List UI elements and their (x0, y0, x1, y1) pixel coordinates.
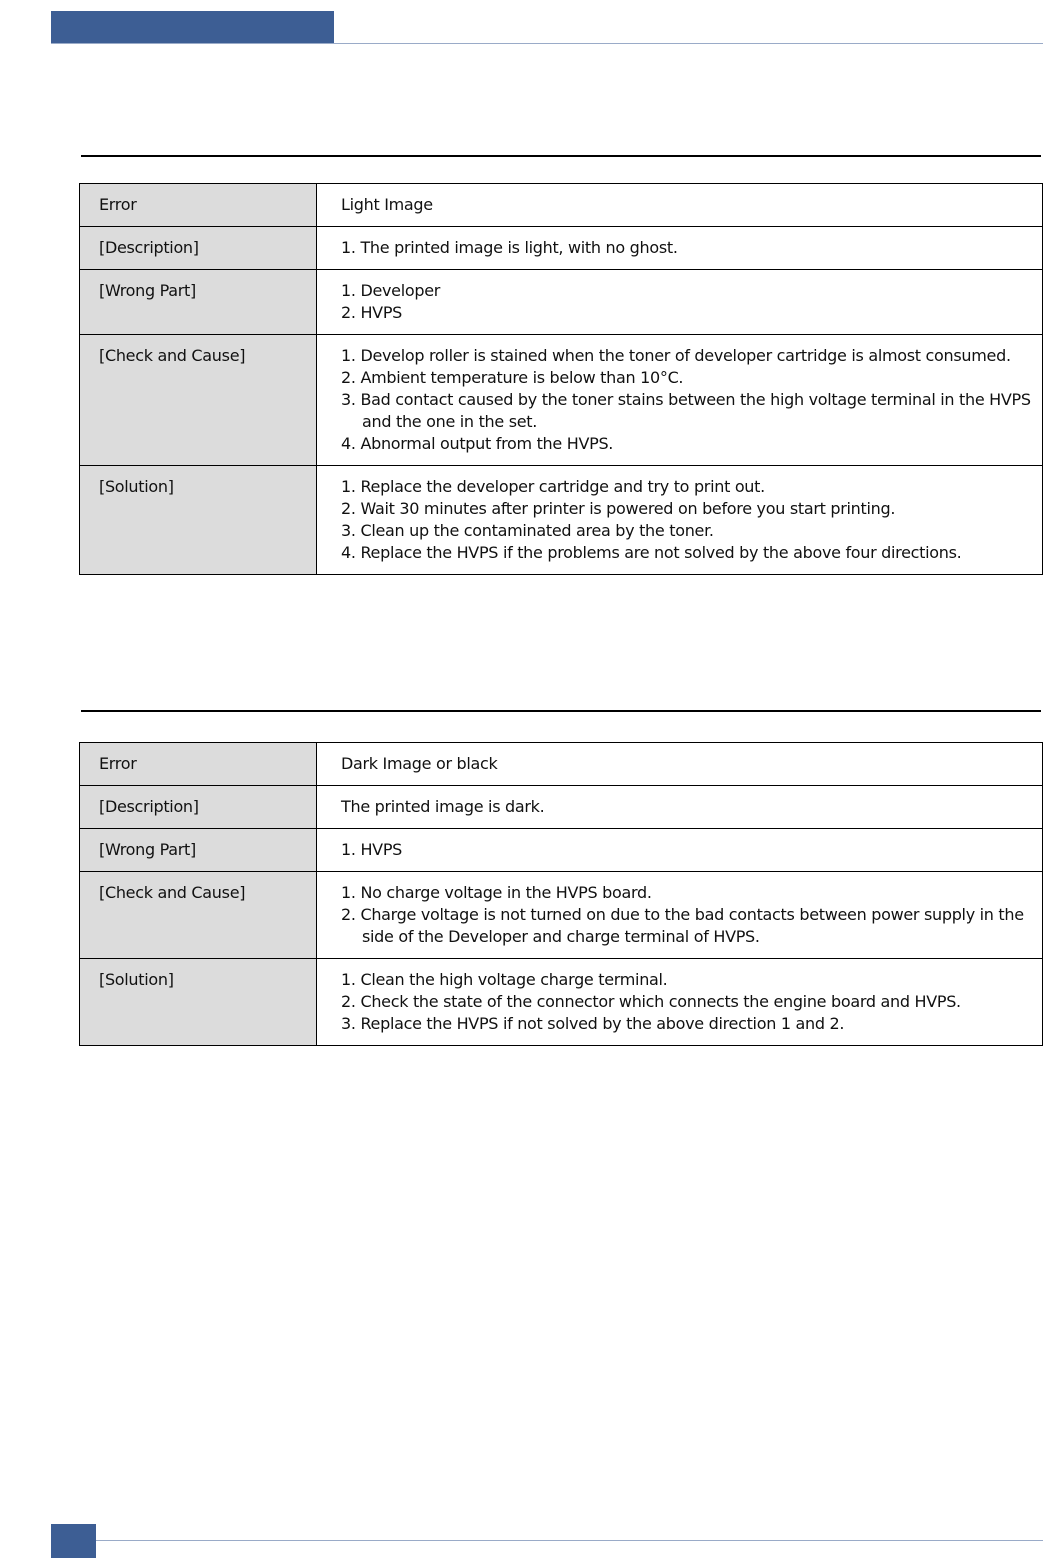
list-item: 1. Developer (341, 281, 441, 300)
list-item: 2. Wait 30 minutes after printer is powered on before you start printing. (341, 499, 896, 518)
list-item: 3. Bad contact caused by the toner stains between the high voltage terminal in the HVPS and the one in the set. (341, 390, 1031, 431)
list-item: 1. Clean the high voltage charge terminal. (341, 970, 668, 989)
row-label: [Description] (80, 227, 317, 270)
wrong-part-list (341, 280, 1032, 324)
table-row (80, 335, 1043, 466)
list-item: 3. Clean up the contaminated area by the toner. (341, 521, 714, 540)
list-item: 4. Abnormal output from the HVPS. (341, 434, 614, 453)
row-label: [Description] (80, 786, 317, 829)
list-item: 1. Develop roller is stained when the toner of developer cartridge is almost consumed. (341, 346, 1011, 365)
list-item: 1. HVPS (341, 840, 403, 859)
list-item: 2. Charge voltage is not turned on due to the bad contacts between power supply in the side of the Developer and charge terminal of HVPS. (341, 905, 1024, 946)
header-tab (51, 11, 334, 44)
footer-tab (51, 1524, 96, 1558)
row-label: [Solution] (80, 466, 317, 575)
footer-rule (51, 1540, 1043, 1541)
table-row (80, 184, 1043, 227)
list-item: 1. The printed image is light, with no ghost. (341, 238, 678, 257)
list-item: 1. Replace the developer cartridge and try to print out. (341, 477, 765, 496)
error-value: Light Image (317, 184, 1043, 227)
table-row (80, 872, 1043, 959)
list-item: 2. HVPS (341, 303, 403, 322)
header-rule (51, 43, 1043, 44)
error-value: Dark Image or black (317, 743, 1043, 786)
section1-rule (81, 155, 1041, 157)
list-item: 4. Replace the HVPS if the problems are not solved by the above four directions. (341, 543, 962, 562)
solution-list (341, 476, 1032, 564)
description-value: The printed image is dark. (317, 786, 1043, 829)
row-label: [Wrong Part] (80, 829, 317, 872)
section2-rule (81, 710, 1041, 712)
table-row (80, 227, 1043, 270)
list-item: 2. Check the state of the connector which connects the engine board and HVPS. (341, 992, 961, 1011)
list-item: 2. Ambient temperature is below than 10°C. (341, 368, 684, 387)
table-row (80, 466, 1043, 575)
table-row (80, 743, 1043, 786)
row-label: Error (80, 184, 317, 227)
list-item: 3. Replace the HVPS if not solved by the above direction 1 and 2. (341, 1014, 845, 1033)
row-label: [Solution] (80, 959, 317, 1046)
row-label: [Check and Cause] (80, 872, 317, 959)
table-row (80, 829, 1043, 872)
list-item: 1. No charge voltage in the HVPS board. (341, 883, 652, 902)
row-label: Error (80, 743, 317, 786)
light-image-table (79, 183, 1043, 575)
table-row (80, 959, 1043, 1046)
description-list (341, 237, 1032, 259)
table-row (80, 270, 1043, 335)
table-row (80, 786, 1043, 829)
row-label: [Check and Cause] (80, 335, 317, 466)
dark-image-table (79, 742, 1043, 1046)
wrong-part-list (341, 839, 1032, 861)
solution-list (341, 969, 1032, 1035)
check-cause-list (341, 345, 1032, 455)
check-cause-list (341, 882, 1032, 948)
row-label: [Wrong Part] (80, 270, 317, 335)
